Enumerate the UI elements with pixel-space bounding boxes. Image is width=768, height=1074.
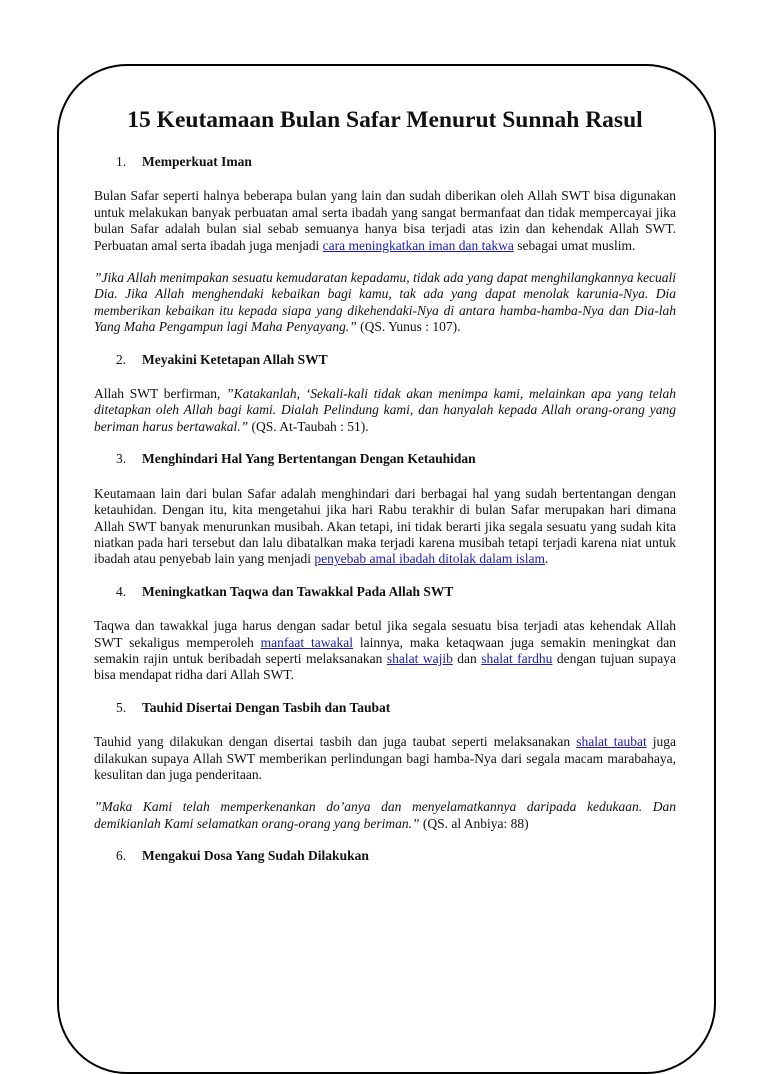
article (94, 106, 676, 883)
section-heading-2: 2. Meyakini Ketetapan Allah SWT (116, 351, 328, 367)
link-shalat-wajib[interactable]: shalat wajib (386, 650, 453, 666)
section-2-paragraph: Allah SWT berfirman, ”Katakanlah, ‘Sekali-kali tidak akan menimpa kami, melainkan apa yang telah ditetapkan oleh Allah bagi kami. Dialah Pelindung kami, dan hanyalah kepada Allah orang-orang yang beriman harus bertawakal.” (QS. At-Taubah : 51). (94, 386, 676, 434)
page-title: 15 Keutamaan Bulan Safar Menurut Sunnah Rasul (127, 107, 643, 133)
link-shalat-taubat[interactable]: shalat taubat (576, 734, 647, 750)
link-penyebab-amal-ditolak[interactable]: penyebab amal ibadah ditolak dalam islam (314, 551, 545, 567)
section-heading-1: 1. Memperkuat Iman (116, 154, 252, 169)
section-heading-5: 5. Tauhid Disertai Dengan Tasbih dan Taubat (116, 699, 391, 715)
link-shalat-fardhu[interactable]: shalat fardhu (481, 650, 553, 666)
section-4-paragraph: Taqwa dan tawakkal juga harus dengan sadar betul jika segala sesuatu bisa terjadi atas kehendak Allah SWT sekaligus memperoleh manfaat tawakal lainnya, maka ketaqwaan juga semakin meningkat dan semakin rajin untuk beribadah seperti melaksanakan shalat wajib dan shalat fardhu dengan tujuan supaya bisa mendapat ridha dari Allah SWT. (94, 618, 676, 683)
section-5-paragraph: Tauhid yang dilakukan dengan disertai tasbih dan juga taubat seperti melaksanakan shalat taubat juga dilakukan supaya Allah SWT memberikan perlindungan bagi hamba-Nya dari segala macam marabahaya, kesulitan dan juga penderitaan. (94, 734, 676, 782)
section-1-paragraph: Bulan Safar seperti halnya beberapa bulan yang lain dan sudah diberikan oleh Allah SWT bisa digunakan untuk melakukan banyak perbuatan amal serta ibadah yang sangat bermanfaat dan tidak mempercayai jika bulan Safar adalah bulan sial sebab semuanya hanya bisa terjadi atas izin dan kehendak Allah SWT. Perbuatan amal serta ibadah juga menjadi cara meningkatkan iman dan takwa sebagai umat muslim. (94, 188, 676, 253)
section-heading-3: 3. Menghindari Hal Yang Bertentangan Dengan Ketauhidan (116, 451, 476, 467)
section-heading-6: 6. Mengakui Dosa Yang Sudah Dilakukan (116, 848, 369, 864)
section-heading-4: 4. Meningkatkan Taqwa dan Tawakkal Pada Allah SWT (116, 583, 454, 599)
section-3-paragraph: Keutamaan lain dari bulan Safar adalah menghindari dari berbagai hal yang sudah bertentangan dengan ketauhidan. Dengan itu, kita mengetahui jika hari Rabu terakhir di bulan Safar merupakan hari dimana Allah SWT banyak menurunkan musibah. Akan tetapi, ini tidak berarti jika segala sesuatu yang sudah kita niatkan pada hari tersebut dan lalu dibatalkan maka terjadi karena musibah tetapi terjadi karena niat untuk ibadah atau penyebab lain yang menjadi penyebab amal ibadah ditolak dalam islam. (94, 485, 676, 567)
section-1-quote: ”Jika Allah menimpakan sesuatu kemudaratan kepadamu, tidak ada yang dapat menghilangkannya kecuali Dia. Jika Allah menghendaki kebaikan bagi kamu, tak ada yang dapat menolak karunia-Nya. Dia memberikan kebaikan itu kepada siapa yang dikehendaki-Nya di antara hamba-hamba-Nya dan Dia-lah Yang Maha Pengampun lagi Maha Penyayang.” (QS. Yunus : 107). (94, 270, 676, 335)
link-cara-meningkatkan-iman[interactable]: cara meningkatkan iman dan takwa (322, 237, 514, 253)
section-5-quote: ”Maka Kami telah memperkenankan do’anya dan menyelamatkannya daripada kedukaan. Dan demikianlah Kami selamatkan orang-orang yang beriman.” (QS. al Anbiya: 88) (94, 799, 676, 831)
link-manfaat-tawakal[interactable]: manfaat tawakal (260, 634, 353, 650)
